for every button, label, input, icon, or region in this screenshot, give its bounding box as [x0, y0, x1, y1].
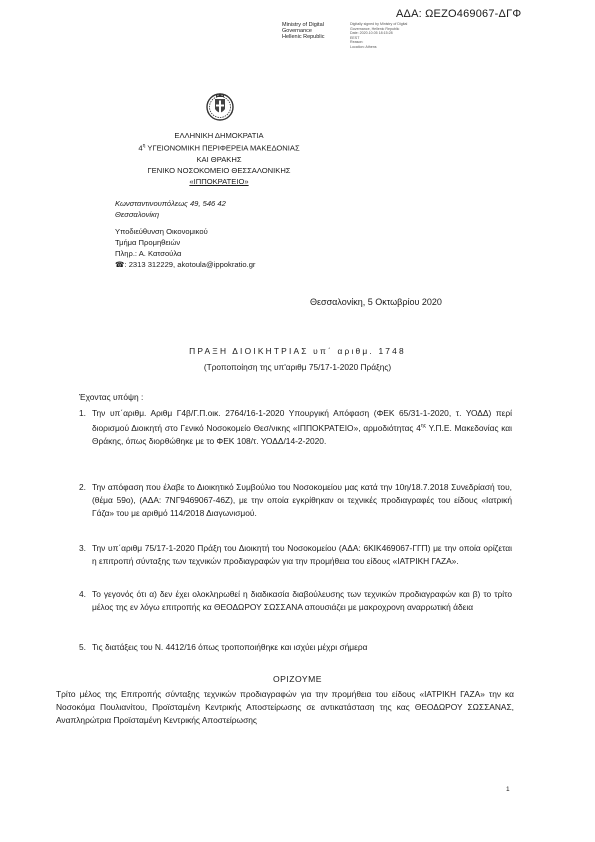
ada-code: ΑΔΑ: ΩΕΖΟ469067-ΔΓΦ	[396, 8, 522, 20]
list-item: 2. Την απόφαση που έλαβε το Διοικητικό Συμβούλιο του Νοσοκομείου μας κατά την 10η/18.7.2018 Συνεδρίασή του, (θέμα 59ο), (ΑΔΑ: 7ΝΓ9469067-46Ζ), με την οποία εγκρίθηκαν οι τεχνικές προδιαγραφές του είδους «Ιατρική Γάζα» του με αριθμό 114/2018 Διαγωνισμού.	[79, 482, 512, 518]
telephone-icon: ☎	[115, 260, 125, 269]
list-item: 1. Την υπ΄αριθμ. Αριθμ Γ4β/Γ.Π.οικ. 2764/16-1-2020 Υπουργική Απόφαση (ΦΕΚ 65/31-1-2020, τ. ΥΟΔΔ) περί διορισμού Διοικητή στο Γενικό Νοσοκομείο Θεσ/νικης «ΙΠΠΟΚΡΑΤΕΙΟ», αρμοδιότητας $4^{\eta\varsigma}$ Υ.Π.Ε. Μακεδονίας και Θράκης, όπως διορθώθηκε με το ΦΕΚ 108/τ. ΥΟΔΔ/14-2-2020.	[79, 408, 512, 446]
department-contact-person: Πληρ.: Α. Κατσούλα	[115, 249, 182, 258]
document-date: Θεσσαλονίκη, 5 Οκτωβρίου 2020	[310, 297, 442, 307]
department-info	[115, 226, 255, 270]
document-subtitle: (Τροποποίηση της υπ'αριθμ 75/17-1-2020 Πράξης)	[203, 362, 392, 372]
signature-detail-line: Reason:	[350, 40, 364, 44]
hospital-address	[115, 198, 226, 220]
list-item: 3. Την υπ΄αριθμ 75/17-1-2020 Πράξη του Διοικητή του Νοσοκομείου (ΑΔΑ: 6ΚΙΚ469067-ΓΓΠ) με την οποία ορίζεται η επιτροπή σύνταξης των τεχνικών προδιαγραφών για την προμήθεια του είδους «ΙΑΤΡΙΚΗ ΓΑΖΑ».	[79, 543, 512, 566]
page-number: 1	[506, 786, 510, 793]
department-name: Υποδιεύθυνση Οικονομικού	[115, 227, 208, 236]
signature-org	[282, 22, 348, 41]
list-item: 4. Το γεγονός ότι α) δεν έχει ολοκληρωθεί η διαδικασία διαβούλευσης των τεχνικών προδιαγραφών και β) το τρίτο μέλος της εν λόγω επιτροπής κα ΘΕΟΔΩΡΟΥ ΣΩΣΣΑΝΑ απουσιάζει με μακροχρονη αναρρωτική άδεια	[79, 589, 512, 612]
header-hospital-name: «ΙΠΠΟΚΡΑΤΕΙΟ»	[189, 176, 249, 186]
signature-detail-line: Date: 2020.10.05 18:15:28	[350, 31, 393, 35]
signature-org-line: Hellenic Republic	[282, 34, 325, 41]
header-region: $4^\eta$ ΥΓΕΙΟΝΟΜΙΚΗ ΠΕΡΙΦΕΡΕΙΑ ΜΑΚΕΔΟΝΙΑΣ	[138, 143, 300, 153]
address-city: Θεσσαλονίκη	[115, 210, 160, 219]
digital-signature-details	[350, 22, 407, 49]
header-hospital: ΓΕΝΙΚΟ ΝΟΣΟΚΟΜΕΙΟ ΘΕΣΣΑΛΟΝΙΚΗΣ	[147, 165, 291, 175]
considerations-lead: Έχοντας υπόψη :	[79, 392, 144, 402]
department-contact-line: ☎: 2313 312229, akotoula@ippokratio.gr	[115, 260, 256, 269]
list-item: 5. Τις διατάξεις του Ν. 4412/16 όπως τροποποιήθηκε και ισχύει μέχρι σήμερα	[79, 642, 368, 652]
document-title: ΠΡΑΞΗ ΔΙΟΙΚΗΤΡΙΑΣ υπ΄ αριθμ. 1748	[189, 346, 406, 356]
department-unit: Τμήμα Προμηθειών	[115, 238, 181, 247]
decree-heading: ΟΡΙΖΟΥΜΕ	[272, 674, 323, 684]
signature-detail-line: Governance, Hellenic Republic	[350, 26, 400, 31]
coat-of-arms-icon	[205, 90, 235, 122]
decree-text: Τρίτο μέλος της Επιτροπής σύνταξης τεχνικών προδιαγραφών για την προμήθεια του είδους «ΙΑΤΡΙΚΗ ΓΑΖΑ» την κα Νοσοκόμα Πουλιανίτου, Προϊσταμένη Κεντρικής Αποστείρωσης σε αντικατάσταση της κας ΘΕΟΔΩΡΟΥ ΣΩΣΣΑΝΑΣ, Αναπληρώτρια Προϊσταμένη Κεντρικής Αποστείρωσης	[56, 689, 514, 725]
signature-detail-line: Digitally signed by Ministry of Digital	[350, 22, 408, 26]
address-street: Κωνσταντινουπόλεως 49, 546 42	[115, 199, 226, 208]
signature-org-line: Governance	[282, 28, 312, 35]
signature-detail-line: EEST	[350, 35, 360, 40]
header-country: ΕΛΛΗΝΙΚΗ ΔΗΜΟΚΡΑΤΙΑ	[174, 131, 264, 140]
signature-org-line: Ministry of Digital	[282, 22, 324, 28]
signature-detail-line: Location: Athens	[350, 44, 377, 49]
header-region-cont: ΚΑΙ ΘΡΑΚΗΣ	[196, 154, 242, 164]
issuer-header	[92, 130, 346, 187]
